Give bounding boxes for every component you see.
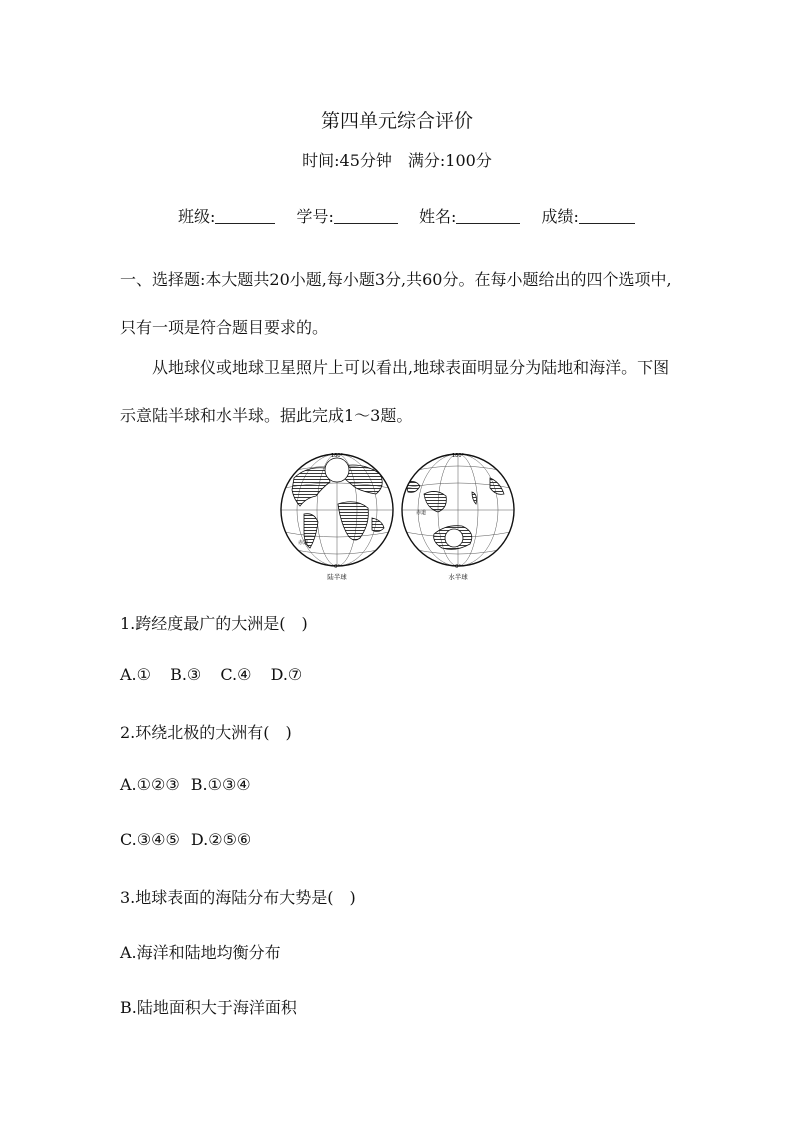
exam-time-score: 时间:45分钟 满分:100分 <box>302 151 492 170</box>
question-2-options-row-2 <box>120 830 265 849</box>
hemisphere-map-svg <box>276 448 520 584</box>
question-3-stem: 3.地球表面的海陆分布大势是( ) <box>120 888 356 907</box>
q1-option-d[interactable]: D.⑦ <box>270 665 303 684</box>
q1-option-c[interactable]: C.④ <box>220 665 252 684</box>
q2-option-c[interactable]: C.③④⑤ <box>120 830 180 849</box>
q2-option-a[interactable]: A.①②③ <box>120 775 180 794</box>
water-bottom-label: 0° <box>455 564 461 570</box>
question-intro: 从地球仪或地球卫星照片上可以看出,地球表面明显分为陆地和海洋。下图示意陆半球和水半球。据此完成1～3题。 <box>120 358 670 425</box>
q1-option-a[interactable]: A.① <box>120 665 151 684</box>
page-title: 第四单元综合评价 <box>320 110 473 132</box>
q2-option-d[interactable]: D.②⑤⑥ <box>190 830 252 849</box>
land-ocean-label: 赤道 <box>298 540 309 546</box>
q3-option-a[interactable]: A.海洋和陆地均衡分布 <box>120 943 281 962</box>
question-2-stem: 2.环绕北极的大洲有( ) <box>120 723 292 742</box>
section-header: 一、选择题:本大题共20小题,每小题3分,共60分。在每小题给出的四个选项中,只有一项是符合题目要求的。 <box>120 270 672 337</box>
question-2-options-row-1 <box>120 775 265 794</box>
water-hemisphere-caption: 水半球 <box>448 573 468 581</box>
student-number-field[interactable]: 学号: <box>297 207 398 226</box>
name-blank[interactable] <box>456 223 520 224</box>
name-field[interactable]: 姓名: <box>419 207 520 226</box>
land-bottom-label: 0° <box>334 564 340 570</box>
class-blank[interactable] <box>215 223 275 224</box>
q2-option-b[interactable]: B.①③④ <box>190 775 251 794</box>
q3-option-b[interactable]: B.陆地面积大于海洋面积 <box>120 998 297 1017</box>
class-field[interactable]: 班级: <box>178 207 275 226</box>
score-blank[interactable] <box>579 223 635 224</box>
land-hemisphere <box>281 453 393 581</box>
student-info-row <box>178 204 635 227</box>
student-number-blank[interactable] <box>334 223 398 224</box>
land-hemisphere-caption: 陆半球 <box>327 573 347 581</box>
hemisphere-figure <box>276 448 520 584</box>
score-field[interactable]: 成绩: <box>542 207 635 226</box>
question-1-stem: 1.跨经度最广的大洲是( ) <box>120 614 308 633</box>
water-top-label: 180° <box>451 453 465 459</box>
water-ocean-label: 赤道 <box>416 510 427 516</box>
water-hemisphere <box>402 453 514 581</box>
q1-option-b[interactable]: B.③ <box>170 665 202 684</box>
question-1-options <box>120 665 316 684</box>
land-top-label: 180° <box>330 453 344 459</box>
